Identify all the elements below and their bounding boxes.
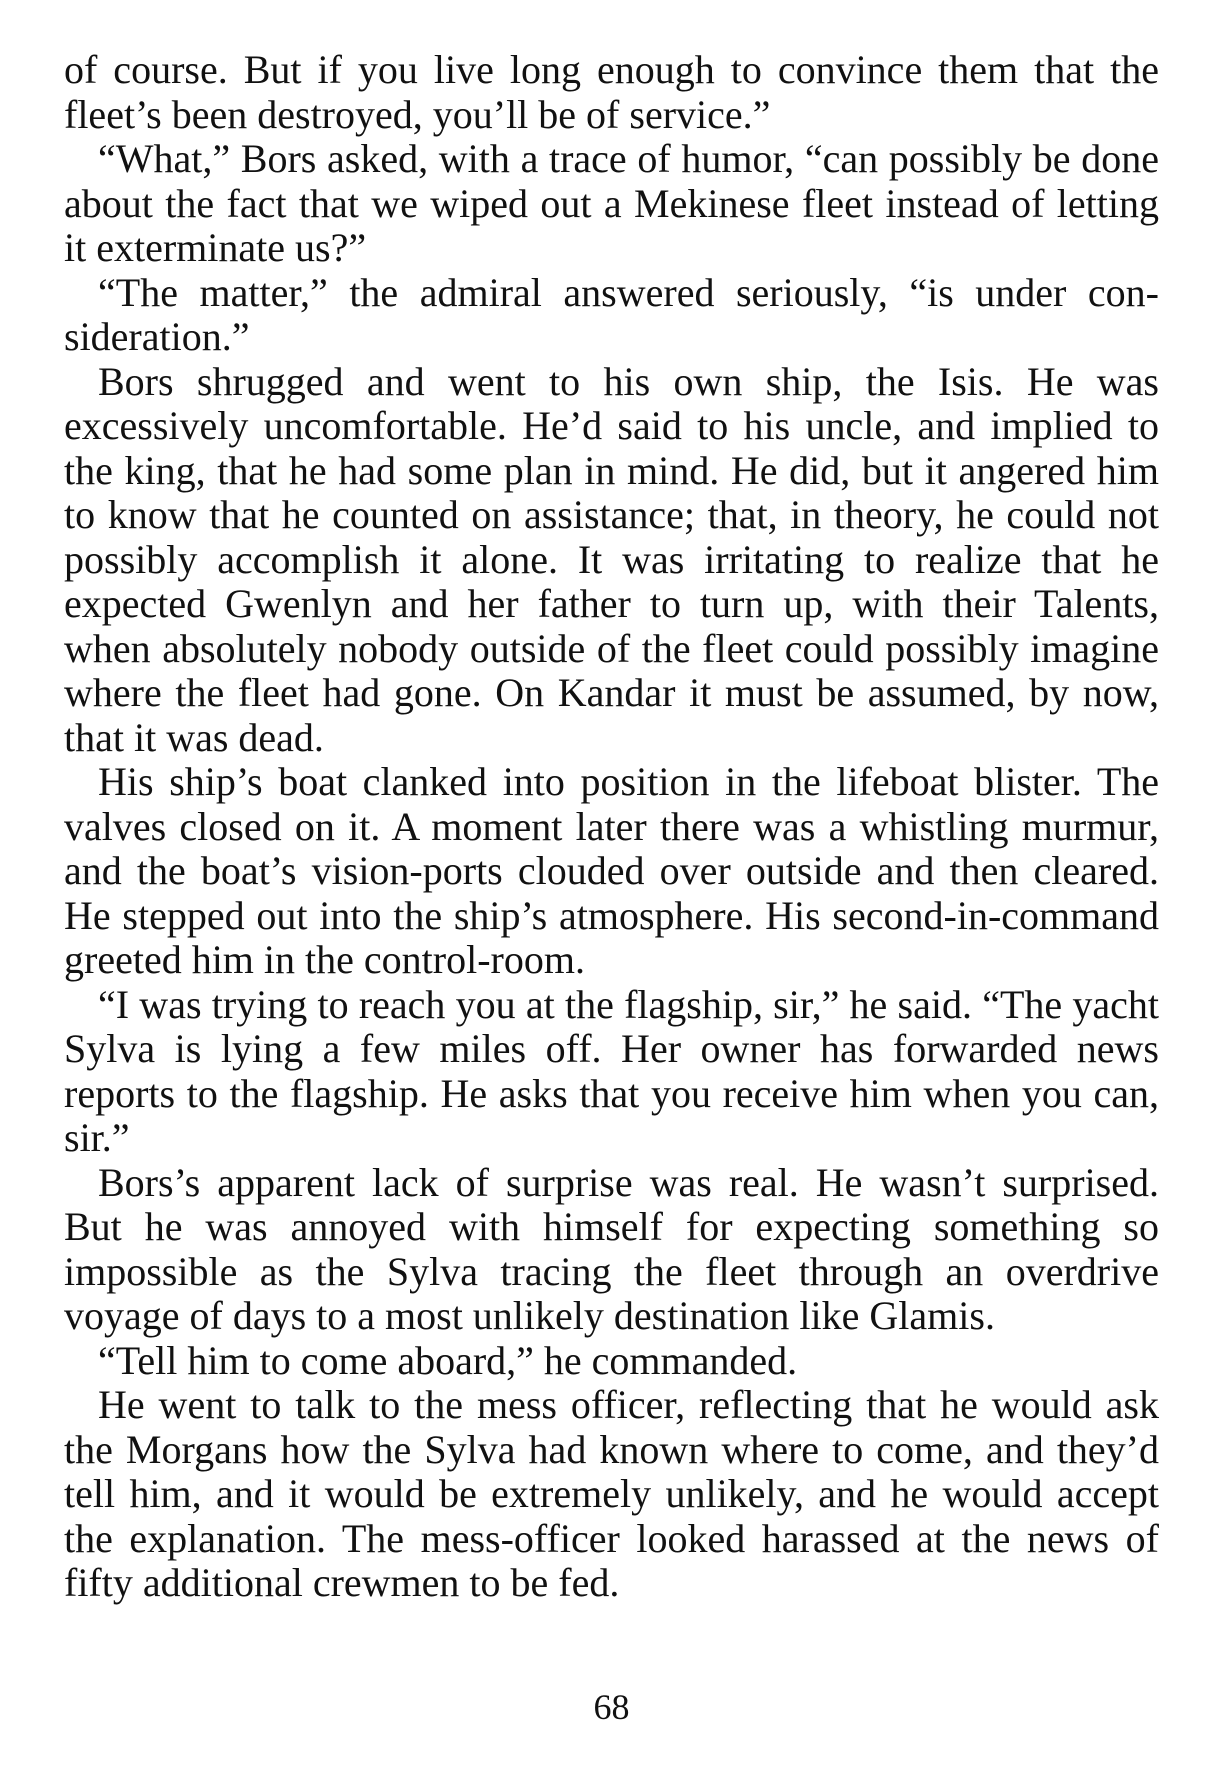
paragraph-1: of course. But if you live long enough to convince them that the fleet’s been destroyed, you’ll be of service.” (64, 47, 1159, 137)
paragraph-6: “I was trying to reach you at the flagship, sir,” he said. “The yacht Sylva is lying a few miles off. Her owner has forwarded news reports to the flagship. He asks that you receive him when you can, sir.” (64, 981, 1159, 1160)
paragraph-2: “What,” Bors asked, with a trace of humor, “can possibly be done about the fact that we wiped out a Mekinese fleet instead of letting it exterminate us?” (64, 136, 1159, 270)
page-body (64, 48, 1159, 1606)
paragraph-8: “Tell him to come aboard,” he commanded. (98, 1337, 798, 1383)
paragraph-7: Bors’s apparent lack of surprise was real. He wasn’t surprised. But he was annoyed with himself for expecting something so impossible as the Sylva tracing the fleet through an overdrive voyage of days to a most unlikely destination like Glamis. (64, 1159, 1159, 1338)
paragraph-3: “The matter,” the admiral answered seriously, “is under consideration.” (64, 269, 1159, 359)
paragraph-9: He went to talk to the mess officer, reflecting that he would ask the Morgans how the Sylva had known where to come, and they’d tell him, and it would be extremely unlikely, and he would accept the explanation. The mess-officer looked harassed at the news of fifty additional crewmen to be fed. (64, 1382, 1159, 1605)
page-number: 68 (593, 1687, 630, 1727)
paragraph-4: Bors shrugged and went to his own ship, the Isis. He was excessively uncomfortable. He’d said to his uncle, and implied to the king, that he had some plan in mind. He did, but it angered him to know that he counted on assistance; that, in theory, he could not possibly accomplish it alone. It was irritating to realize that he expected Gwenlyn and her father to turn up, with their Talents, when absolutely nobody outside of the fleet could possibly imagine where the fleet had gone. On Kandar it must be assumed, by now, that it was dead. (64, 358, 1159, 760)
paragraph-5: His ship’s boat clanked into position in the lifeboat blister. The valves closed on it. A moment later there was a whistling murmur, and the boat’s vision-ports clouded over outside and then cleared. He stepped out into the ship’s atmosphere. His second-in-command greeted him in the control-room. (64, 759, 1159, 982)
